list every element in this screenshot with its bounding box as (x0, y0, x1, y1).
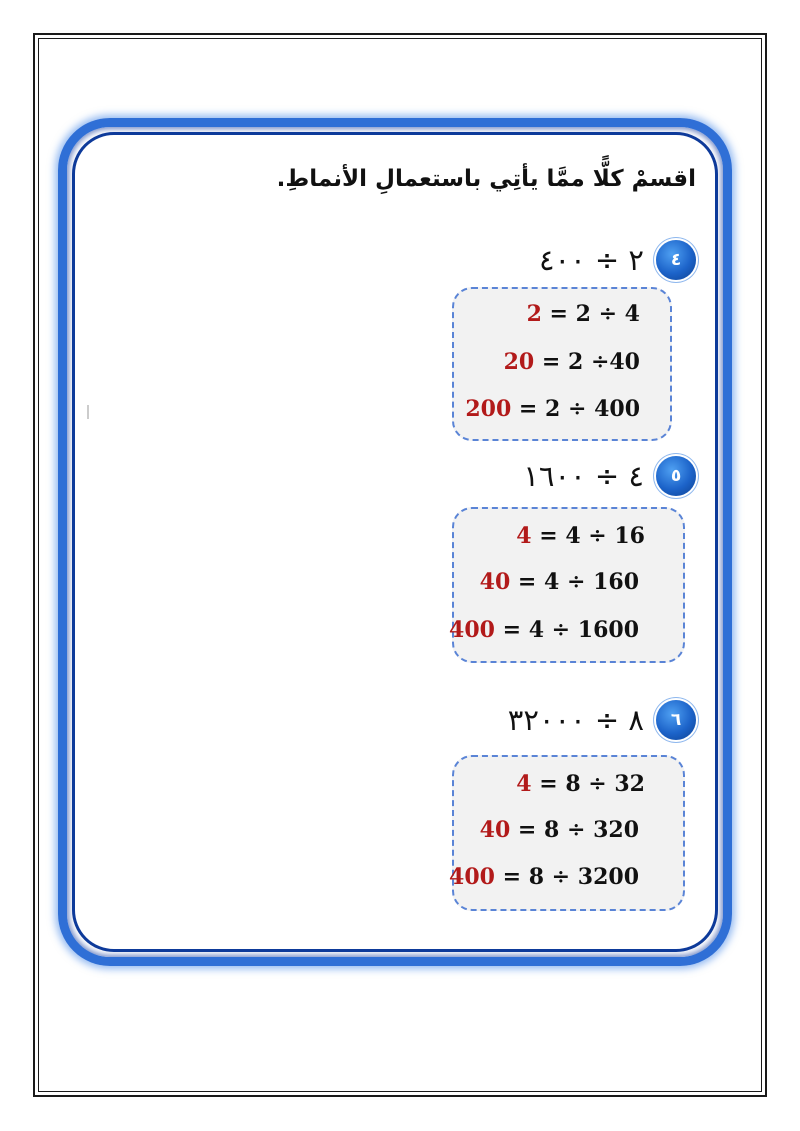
equation-rest: = 8 ÷ 320 (510, 817, 639, 843)
equation-row (516, 771, 645, 797)
equation-rest: = 8 ÷ 3200 (494, 864, 639, 890)
problem-number-badge: ٥ (656, 456, 696, 496)
answer-value: 200 (465, 396, 512, 422)
answer-value: 4 (516, 523, 532, 549)
equation-row (480, 817, 639, 843)
answer-value: 40 (479, 569, 511, 595)
answer-value: 40 (479, 817, 511, 843)
solution-box-4 (452, 287, 672, 441)
answer-value: 400 (449, 617, 495, 643)
answer-value: 2 (526, 301, 542, 327)
instruction-text: اقسمْ كلًّا ممَّا يأتِي باستعمالِ الأنماطِ. (276, 166, 696, 192)
equation-rest: = 4 ÷ 160 (510, 569, 639, 595)
problem-4-header (539, 240, 696, 280)
equation-rest: = 2 ÷40 (534, 349, 640, 375)
solution-box-5 (449, 507, 685, 663)
equation-rest: = 4 ÷ 16 (531, 523, 645, 549)
equation-rest: = 2 ÷ 400 (511, 396, 640, 422)
answer-value: 20 (503, 349, 535, 375)
equation-row (449, 864, 639, 890)
equation-row (527, 301, 640, 327)
answer-value: 4 (516, 771, 532, 797)
problem-5-header (523, 456, 696, 496)
equation-rest: = 4 ÷ 1600 (494, 617, 639, 643)
scan-mark (87, 405, 89, 419)
equation-rest: = 8 ÷ 32 (531, 771, 645, 797)
equation-rest: = 2 ÷ 4 (541, 301, 640, 327)
problem-6-header (508, 700, 696, 740)
equation-row (516, 523, 645, 549)
answer-value: 400 (449, 864, 495, 890)
solution-box-6 (449, 755, 685, 911)
equation-row (465, 396, 640, 422)
problem-number-badge: ٤ (656, 240, 696, 280)
problem-number-badge: ٦ (656, 700, 696, 740)
equation-row (480, 569, 639, 595)
equation-row (504, 349, 640, 375)
problem-expression: ٨ ÷ ٣٢٠٠٠ (507, 703, 644, 737)
equation-row (449, 617, 639, 643)
problem-expression: ٢ ÷ ٤٠٠ (538, 243, 644, 277)
problem-expression: ٤ ÷ ١٦٠٠ (523, 459, 644, 493)
